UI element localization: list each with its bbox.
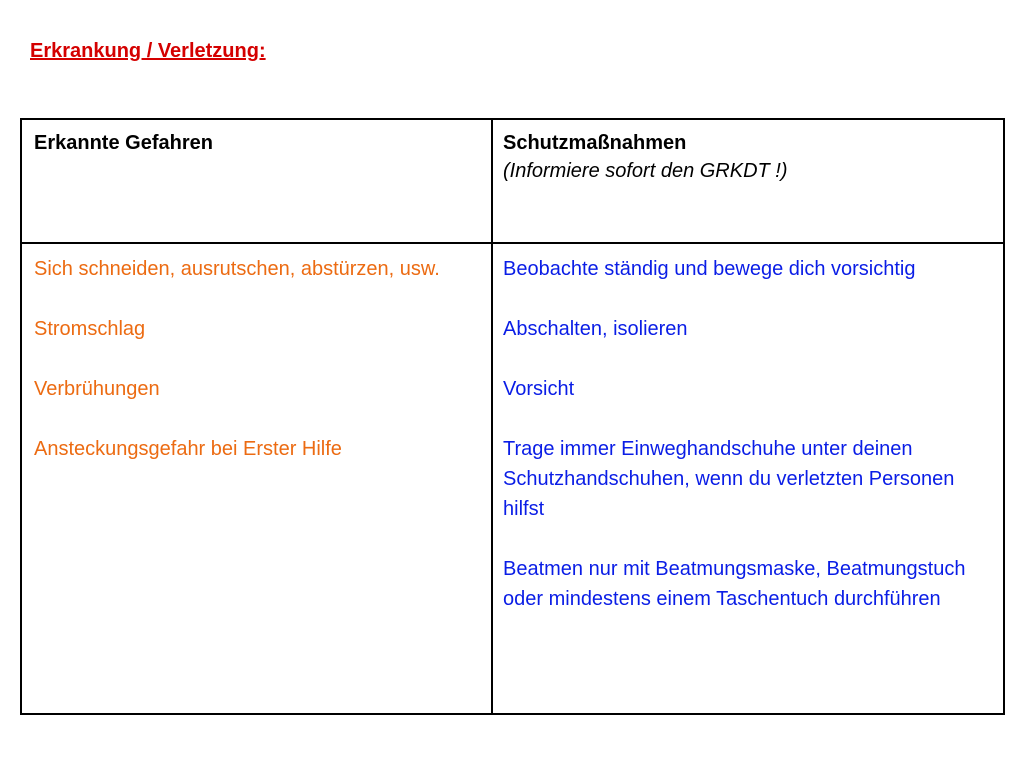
measure-item: Beobachte ständig und bewege dich vorsichtig <box>503 258 916 280</box>
hazards-table <box>20 118 1005 715</box>
header-hazards-label: Erkannte Gefahren <box>34 132 213 154</box>
header-measures-note: (Informiere sofort den GRKDT !) <box>503 160 788 182</box>
hazard-item: Ansteckungsgefahr bei Erster Hilfe <box>34 438 342 460</box>
hazard-item: Verbrühungen <box>34 378 160 400</box>
header-hazards <box>34 128 213 158</box>
measure-item: Trage immer Einweghandschuhe unter deinen Schutzhandschuhen, wenn du verletzten Personen hilfst <box>503 438 955 520</box>
hazard-item: Stromschlag <box>34 318 146 340</box>
measure-item: Beatmen nur mit Beatmungsmaske, Beatmungstuch oder mindestens einem Taschentuch durchführen <box>503 558 966 610</box>
measures-column <box>503 254 993 644</box>
page-title: Erkrankung / Verletzung: <box>30 40 266 62</box>
header-measures <box>503 128 788 184</box>
header-divider <box>22 242 1003 244</box>
header-measures-label: Schutzmaßnahmen <box>503 132 687 154</box>
hazards-column <box>34 254 484 494</box>
measure-item: Abschalten, isolieren <box>503 318 688 340</box>
hazard-item: Sich schneiden, ausrutschen, abstürzen, usw. <box>34 258 440 280</box>
column-divider <box>491 120 493 713</box>
measure-item: Vorsicht <box>503 378 575 400</box>
